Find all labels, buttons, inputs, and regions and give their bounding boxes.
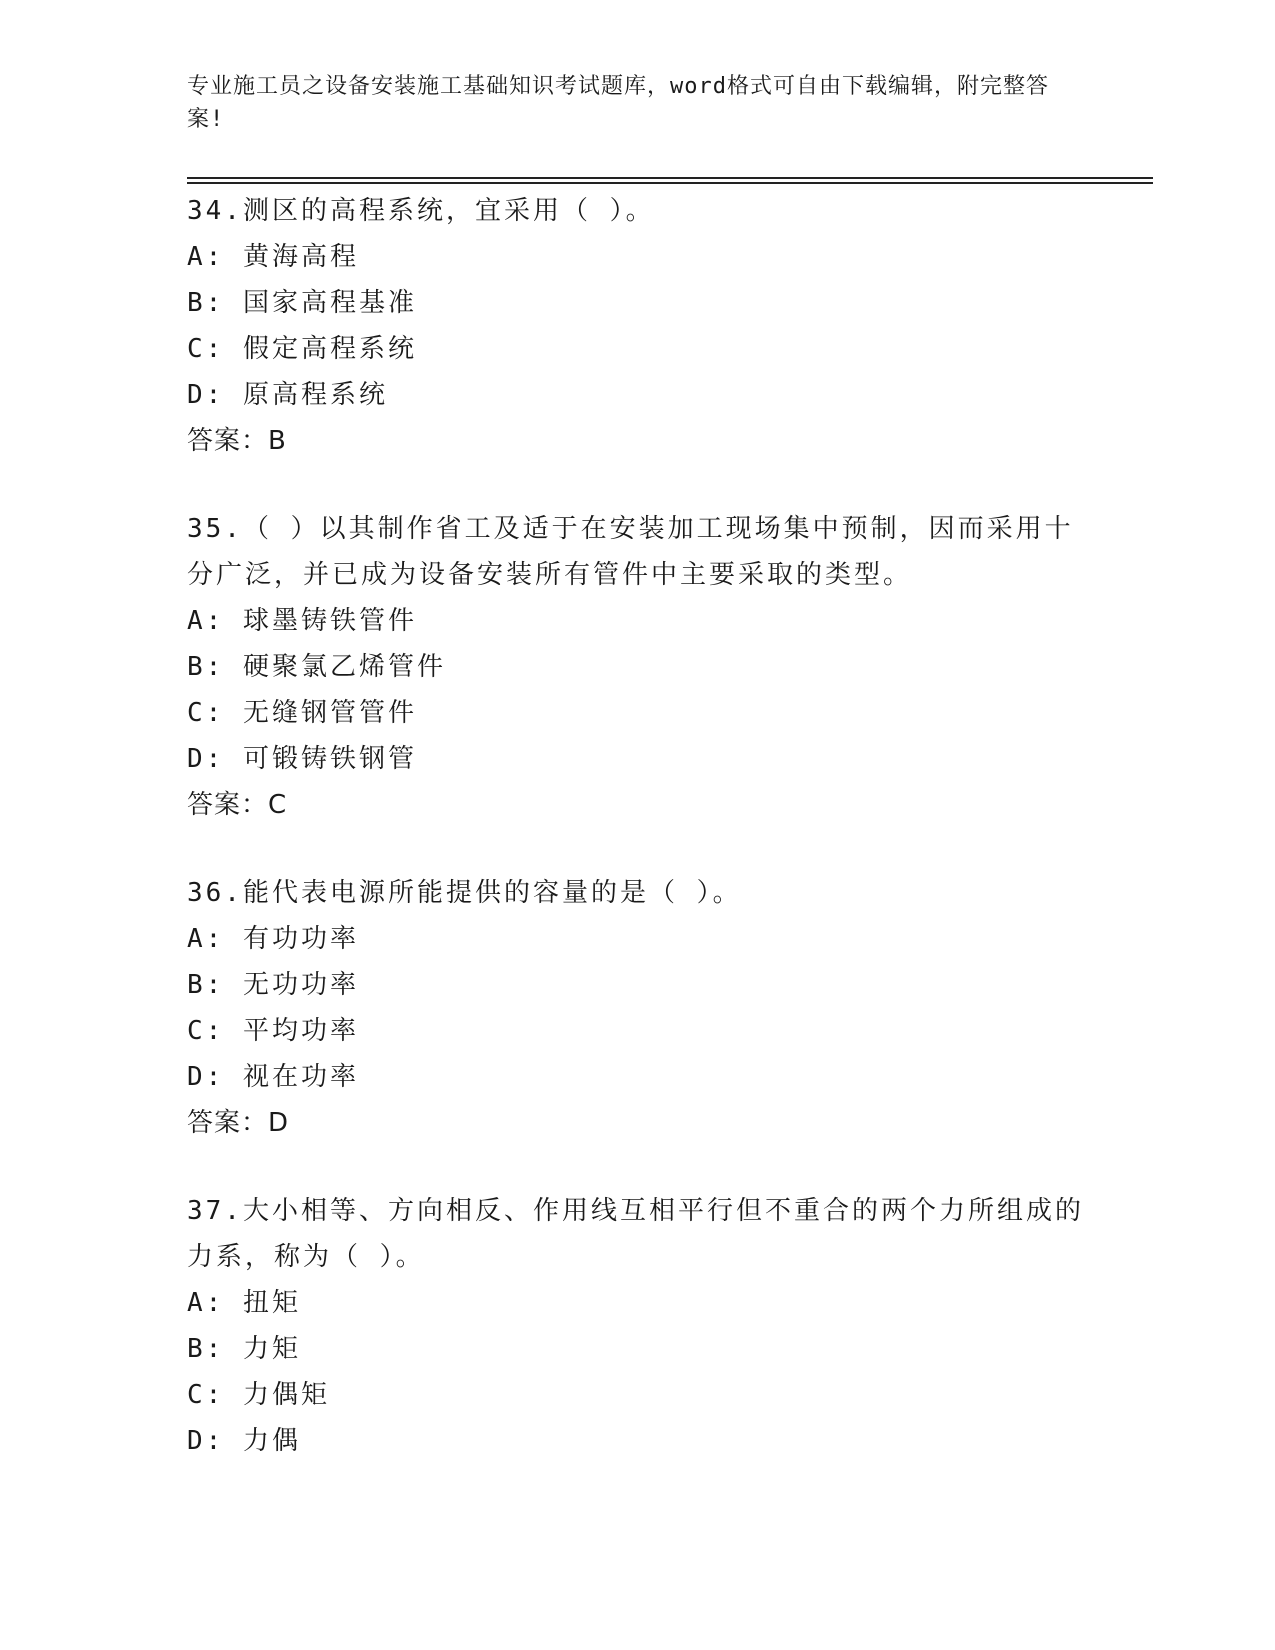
- answer-line: [187, 418, 1087, 464]
- option-label: A:: [187, 1288, 225, 1318]
- option-d: [187, 1054, 1087, 1100]
- option-text: 有功功率: [242, 924, 359, 954]
- option-text: 力偶: [242, 1426, 301, 1456]
- option-c: [187, 326, 1087, 372]
- option-text: 硬聚氯乙烯管件: [242, 652, 446, 682]
- question-35: [187, 506, 1087, 828]
- question-text: [187, 506, 1087, 598]
- option-c: [187, 690, 1087, 736]
- option-text: 可锻铸铁钢管: [242, 744, 417, 774]
- option-label: D:: [187, 1426, 225, 1456]
- option-d: [187, 1418, 1087, 1464]
- question-36: [187, 870, 1087, 1146]
- option-label: C:: [187, 1380, 225, 1410]
- option-label: D:: [187, 380, 225, 410]
- question-37: [187, 1188, 1087, 1464]
- answer-line: [187, 1100, 1087, 1146]
- question-number: 37.: [187, 1196, 243, 1226]
- option-a: [187, 916, 1087, 962]
- question-number: 35.: [187, 514, 243, 544]
- option-label: C:: [187, 698, 225, 728]
- option-label: C:: [187, 334, 225, 364]
- option-label: D:: [187, 1062, 225, 1092]
- header-divider-top: [187, 177, 1153, 179]
- document-header: [187, 70, 1067, 136]
- question-text: [187, 870, 1087, 916]
- option-d: [187, 372, 1087, 418]
- answer-label: 答案：: [187, 790, 269, 820]
- answer-value: B: [268, 426, 287, 456]
- option-a: [187, 234, 1087, 280]
- option-c: [187, 1008, 1087, 1054]
- option-d: [187, 736, 1087, 782]
- option-c: [187, 1372, 1087, 1418]
- answer-value: D: [268, 1108, 290, 1138]
- option-label: C:: [187, 1016, 225, 1046]
- header-divider-bottom: [187, 182, 1153, 184]
- option-label: A:: [187, 242, 225, 272]
- option-text: 球墨铸铁管件: [242, 606, 417, 636]
- option-label: B:: [187, 652, 225, 682]
- option-text: 无功功率: [242, 970, 359, 1000]
- question-stem: 大小相等、方向相反、作用线互相平行但不重合的两个力所组成的力系，称为（ ）。: [187, 1196, 1084, 1272]
- answer-label: 答案：: [187, 1108, 269, 1138]
- option-text: 国家高程基准: [242, 288, 417, 318]
- option-b: [187, 1326, 1087, 1372]
- option-text: 原高程系统: [242, 380, 388, 410]
- option-text: 力偶矩: [242, 1380, 330, 1410]
- option-text: 假定高程系统: [242, 334, 417, 364]
- option-b: [187, 962, 1087, 1008]
- question-stem: 能代表电源所能提供的容量的是（ ）。: [242, 878, 742, 908]
- answer-line: [187, 782, 1087, 828]
- header-text: 专业施工员之设备安装施工基础知识考试题库，word格式可自由下载编辑，附完整答案!: [187, 74, 1049, 132]
- option-b: [187, 644, 1087, 690]
- question-text: [187, 1188, 1087, 1280]
- answer-label: 答案：: [187, 426, 269, 456]
- option-label: B:: [187, 1334, 225, 1364]
- question-list: [187, 188, 1087, 1506]
- option-text: 视在功率: [242, 1062, 359, 1092]
- question-number: 36.: [187, 878, 243, 908]
- question-stem: 测区的高程系统，宜采用（ ）。: [242, 196, 655, 226]
- question-text: [187, 188, 1087, 234]
- question-stem: （ ）以其制作省工及适于在安装加工现场集中预制，因而采用十分广泛，并已成为设备安装所有管件中主要采取的类型。: [187, 514, 1074, 590]
- option-text: 无缝钢管管件: [242, 698, 417, 728]
- answer-value: C: [268, 790, 288, 820]
- question-34: [187, 188, 1087, 464]
- option-text: 扭矩: [242, 1288, 301, 1318]
- option-b: [187, 280, 1087, 326]
- option-label: D:: [187, 744, 225, 774]
- option-label: A:: [187, 606, 225, 636]
- option-text: 黄海高程: [242, 242, 359, 272]
- option-text: 平均功率: [242, 1016, 359, 1046]
- option-text: 力矩: [242, 1334, 301, 1364]
- option-label: B:: [187, 288, 225, 318]
- option-label: B:: [187, 970, 225, 1000]
- option-a: [187, 1280, 1087, 1326]
- option-label: A:: [187, 924, 225, 954]
- question-number: 34.: [187, 196, 243, 226]
- option-a: [187, 598, 1087, 644]
